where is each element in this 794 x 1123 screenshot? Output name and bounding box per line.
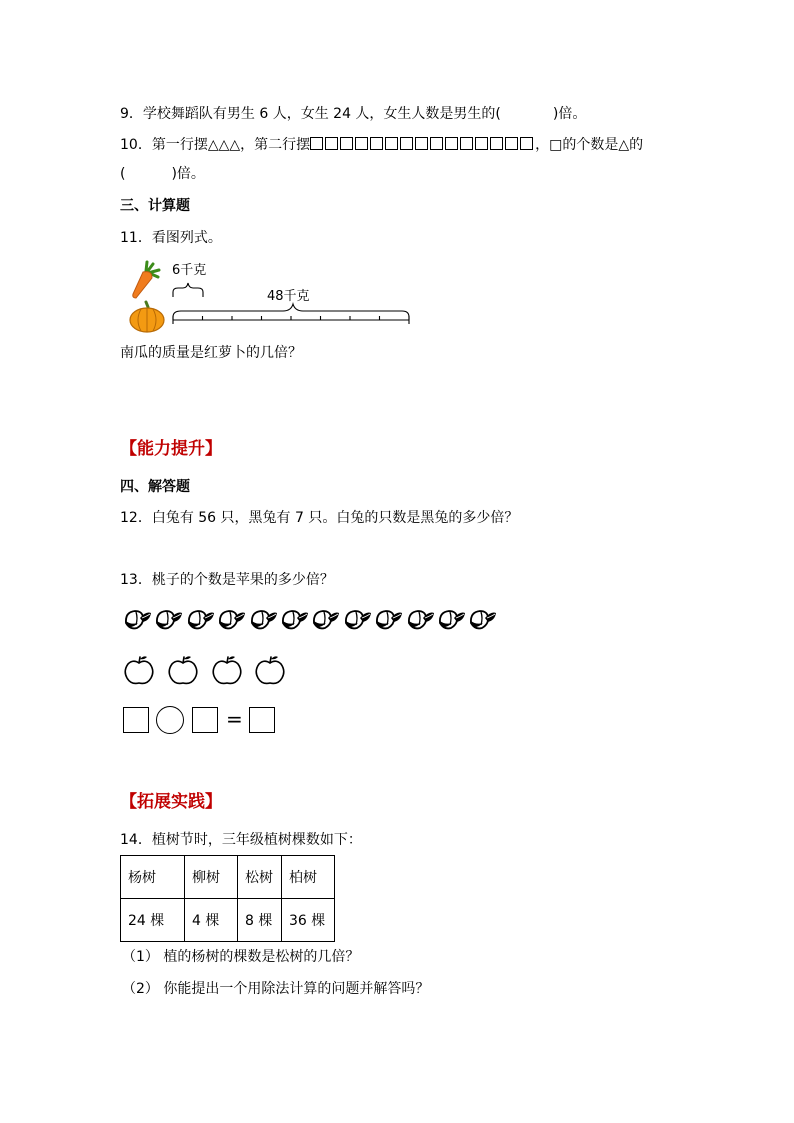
square-shape — [355, 137, 368, 150]
pumpkin-brace — [173, 304, 409, 324]
square-shape — [415, 137, 428, 150]
table-header-row — [121, 856, 335, 899]
squares-row — [310, 137, 535, 153]
peach-icon — [279, 604, 309, 634]
square-shape — [340, 137, 353, 150]
square-shape — [460, 137, 473, 150]
question-10-prefix: 10．第一行摆 — [120, 137, 208, 153]
operator-circle[interactable] — [156, 706, 184, 734]
peach-icon — [342, 604, 372, 634]
question-9-suffix: )倍。 — [552, 106, 587, 122]
question-10-middle: ，第二行摆 — [240, 137, 311, 153]
open-paren: ( — [120, 166, 126, 182]
question-10 — [120, 137, 643, 152]
square-shape — [400, 137, 413, 150]
square-shape — [310, 137, 323, 150]
peach-icon — [216, 604, 246, 634]
section-title-calculation: 三、计算题 — [120, 198, 190, 214]
square-shape — [505, 137, 518, 150]
square-shape — [475, 137, 488, 150]
square-shape — [370, 137, 383, 150]
apple-icon — [166, 654, 200, 686]
peach-icon — [310, 604, 340, 634]
table-cell: 24 棵 — [121, 899, 185, 942]
carrot-weight-label: 6千克 — [172, 263, 207, 278]
table-row — [121, 899, 335, 942]
peach-icon — [405, 604, 435, 634]
pumpkin-weight-label: 48千克 — [267, 289, 310, 304]
question-10-line2 — [120, 167, 205, 181]
question-10-close: )倍。 — [171, 166, 205, 182]
question-14: 14．植树节时，三年级植树棵数如下： — [120, 832, 362, 848]
peach-row — [122, 604, 522, 634]
apple-icon — [210, 654, 244, 686]
apple-icon — [253, 654, 287, 686]
question-13: 13．桃子的个数是苹果的多少倍？ — [120, 572, 334, 588]
peach-icon — [185, 604, 215, 634]
heading-ability: 【能力提升】 — [120, 439, 222, 459]
peach-icon — [436, 604, 466, 634]
question-11-question: 南瓜的质量是红萝卜的几倍？ — [120, 345, 302, 361]
question-11-prompt: 11．看图列式。 — [120, 230, 222, 246]
answer-box-result[interactable] — [249, 707, 275, 733]
square-shape — [430, 137, 443, 150]
answer-box-divisor[interactable] — [192, 707, 218, 733]
heading-expand: 【拓展实践】 — [120, 792, 222, 812]
peach-icon — [373, 604, 403, 634]
peach-icon — [467, 604, 497, 634]
square-shape — [520, 137, 533, 150]
apple-icon — [122, 654, 156, 686]
equals-sign: = — [226, 707, 243, 731]
square-shape — [385, 137, 398, 150]
question-12: 12．白兔有 56 只，黑兔有 7 只。白兔的只数是黑兔的多少倍？ — [120, 510, 519, 526]
carrot-brace — [173, 283, 203, 297]
question-10-suffix: ，□的个数是△的 — [535, 137, 644, 153]
table-header-cell: 柳树 — [185, 856, 238, 899]
answer-box-dividend[interactable] — [123, 707, 149, 733]
question-14-sub-1: （1） 植的杨树的棵数是松树的几倍？ — [122, 949, 360, 965]
triangles-row: △△△ — [207, 137, 241, 153]
section-title-answer: 四、解答题 — [120, 479, 190, 495]
apple-row — [122, 654, 322, 686]
peach-icon — [122, 604, 152, 634]
peach-icon — [248, 604, 278, 634]
segment-ticks — [173, 316, 409, 320]
peach-icon — [153, 604, 183, 634]
table-cell: 4 棵 — [185, 899, 238, 942]
table-cell: 36 棵 — [282, 899, 335, 942]
question-9 — [120, 107, 586, 121]
square-shape — [490, 137, 503, 150]
table-header-cell: 松树 — [238, 856, 282, 899]
tree-count-table — [120, 855, 335, 942]
pumpkin-icon — [130, 302, 164, 332]
question-9-text: 9．学校舞蹈队有男生 6 人，女生 24 人，女生人数是男生的( — [120, 106, 501, 122]
table-header-cell: 柏树 — [282, 856, 335, 899]
question-14-sub-2: （2） 你能提出一个用除法计算的问题并解答吗？ — [122, 981, 430, 997]
table-header-cell: 杨树 — [121, 856, 185, 899]
table-cell: 8 棵 — [238, 899, 282, 942]
carrot-icon — [133, 262, 159, 298]
square-shape — [445, 137, 458, 150]
square-shape — [325, 137, 338, 150]
